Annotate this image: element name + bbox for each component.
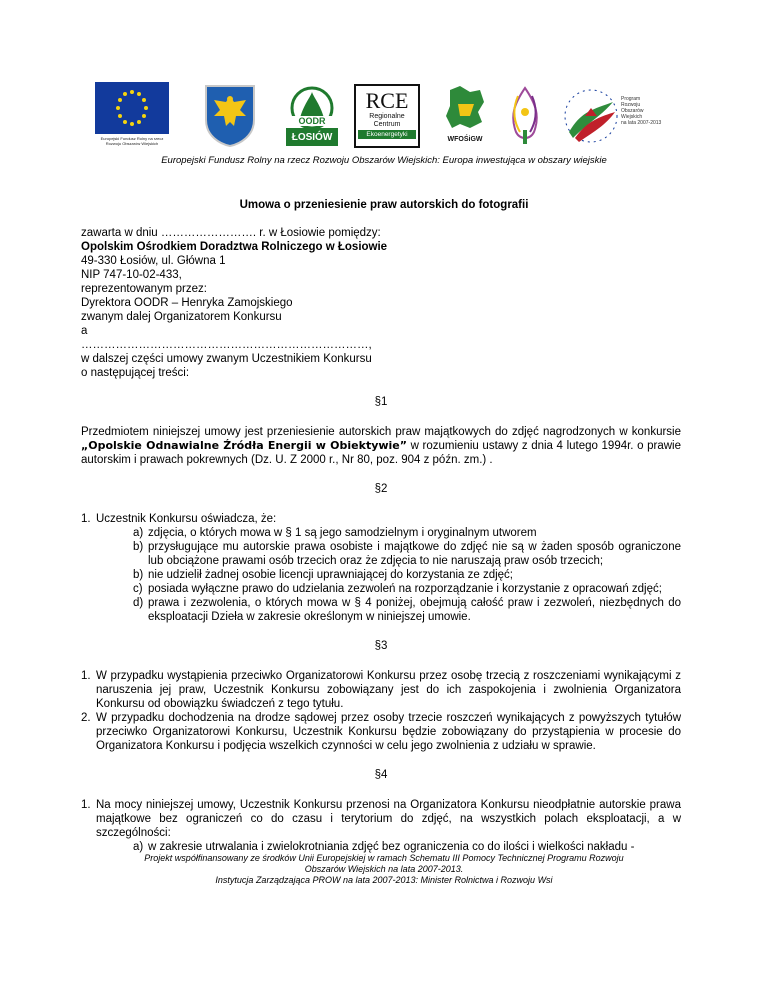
section-2-item-b bbox=[81, 540, 681, 568]
prow-line-4: Wiejskich bbox=[621, 114, 643, 120]
list-letter: b) bbox=[133, 569, 144, 581]
region-map-icon bbox=[440, 82, 490, 134]
wfosigw-logo bbox=[440, 82, 490, 148]
list-number: 1. bbox=[81, 799, 91, 811]
oodr-logo bbox=[280, 82, 344, 148]
eu-logo-caption: Europejski Fundusz Rolny na rzecz Rozwoju Obszarów Wiejskich bbox=[100, 136, 164, 146]
flame-icon bbox=[500, 82, 550, 148]
list-text: W przypadku dochodzenia na drodze sądowej przez osoby trzecie roszczeń wynikających z powyższych tytułów przeciwko Organizatorowi Konkursu, Uczestnik Konkursu będzie zobowiązany do przystąpienia w procesie do Organizatora Konkursu i podjęcia wszelkich czynności w celu jego zwolnienia z udziału w sprawie. bbox=[96, 712, 681, 752]
section-3-item-2 bbox=[81, 711, 681, 753]
opole-crest-logo bbox=[202, 82, 258, 148]
intro-line-10: w dalszej części umowy zwanym Uczestnikiem Konkursu bbox=[81, 353, 372, 365]
list-text: Na mocy niniejszej umowy, Uczestnik Konkursu przenosi na Organizatora Konkursu nieodpłatnie autorskie prawa majątkowe bez ograniczeń co do czasu i terytorium do zdjęć, na wszystkich polach eksploatacji, a w szczególności: bbox=[96, 799, 681, 839]
intro-line-11: o następującej treści: bbox=[81, 367, 190, 379]
section-1-text-a: Przedmiotem niniejszej umowy jest przeniesienie autorskich praw majątkowych do zdjęć nagrodzonych w konkursie bbox=[81, 426, 681, 438]
wfosigw-label: WFOŚiGW bbox=[447, 136, 483, 143]
section-2-item-c bbox=[81, 582, 681, 596]
prow-line-1: Program bbox=[621, 96, 641, 102]
section-3-heading: §3 bbox=[374, 640, 388, 652]
list-letter: a) bbox=[133, 527, 144, 539]
intro-line-3: 49-330 Łosiów, ul. Główna 1 bbox=[81, 255, 226, 267]
section-1-text bbox=[81, 425, 681, 467]
prow-logo bbox=[561, 82, 675, 148]
section-2-item-b2 bbox=[81, 568, 681, 582]
prow-emblem-icon bbox=[561, 82, 621, 148]
section-2-heading: §2 bbox=[374, 483, 388, 495]
list-text: w zakresie utrwalania i zwielokrotniania zdjęć bez ograniczenia co do ilości i wielkości nakładu - bbox=[148, 841, 635, 853]
prow-text bbox=[621, 96, 675, 126]
intro-line-8: a bbox=[81, 325, 88, 337]
footer-line-2: Obszarów Wiejskich na lata 2007-2013. bbox=[304, 864, 464, 874]
prow-line-2: Rozwoju bbox=[621, 102, 641, 108]
oodr-label-top: OODR bbox=[280, 116, 344, 126]
list-letter: b) bbox=[133, 541, 144, 553]
list-text: Uczestnik Konkursu oświadcza, że: bbox=[96, 513, 277, 525]
intro-line-9: …………………………………………………………………, bbox=[81, 339, 372, 351]
section-2-item-a bbox=[81, 526, 681, 540]
section-2-item-d bbox=[81, 596, 681, 624]
list-text: zdjęcia, o których mowa w § 1 są jego samodzielnym i oryginalnym utworem bbox=[148, 527, 537, 539]
section-4-item-a bbox=[81, 840, 681, 854]
section-1-heading: §1 bbox=[374, 396, 388, 408]
oodr-label-bottom: ŁOSIÓW bbox=[291, 132, 333, 143]
footer-line-3: Instytucja Zarządzająca PROW na lata 2007-2013: Minister Rolnictwa i Rozwoju Wsi bbox=[215, 875, 553, 885]
rce-logo bbox=[350, 82, 430, 148]
section-2-item-1 bbox=[81, 512, 681, 526]
intro-line-5: reprezentowanym przez: bbox=[81, 283, 207, 295]
section-2-list bbox=[81, 512, 681, 624]
list-number: 1. bbox=[81, 513, 91, 525]
logo-strip bbox=[95, 82, 675, 148]
document-body bbox=[81, 226, 681, 854]
document-title: Umowa o przeniesienie praw autorskich do fotografii bbox=[239, 199, 529, 211]
list-text: nie udzielił żadnej osobie licencji uprawniającej do korzystania ze zdjęć; bbox=[148, 569, 514, 581]
section-3-item-1 bbox=[81, 669, 681, 711]
contest-name: „Opolskie Odnawialne Źródła Energii w Obiektywie” bbox=[81, 439, 408, 452]
intro-line-1: zawarta w dniu ……………………. r. w Łosiowie pomiędzy: bbox=[81, 227, 381, 239]
list-text: przysługujące mu autorskie prawa osobiste i majątkowe do zdjęć nie są w żaden sposób ograniczone lub obciążone prawami osób trzecich oraz że zdjęcia to nie naruszają praw osób trzecich; bbox=[148, 541, 681, 567]
section-4-item-1 bbox=[81, 798, 681, 840]
section-4-list bbox=[81, 798, 681, 854]
section-3-list bbox=[81, 669, 681, 753]
page-footer bbox=[0, 853, 768, 886]
list-letter: a) bbox=[133, 841, 144, 853]
prow-line-3: Obszarów bbox=[621, 108, 644, 114]
rce-line-1: Regionalne bbox=[369, 113, 405, 120]
rce-big-label: RCE bbox=[365, 88, 409, 113]
footer-line-1: Projekt współfinansowany ze środków Unii Europejskiej w ramach Schematu III Pomocy Technicznej Programu Rozwoju bbox=[144, 853, 624, 863]
eagle-crest-icon bbox=[202, 82, 258, 148]
intro-line-6: Dyrektora OODR – Henryka Zamojskiego bbox=[81, 297, 293, 309]
list-number: 1. bbox=[81, 670, 91, 682]
eu-flag-logo bbox=[95, 82, 169, 134]
list-number: 2. bbox=[81, 712, 91, 724]
eu-stars-icon bbox=[95, 82, 169, 134]
list-text: posiada wyłączne prawo do udzielania zezwoleń na rozporządzanie i korzystanie z opracowań zdjęć; bbox=[148, 583, 662, 595]
list-text: W przypadku wystąpienia przeciwko Organizatorowi Konkursu przez osobę trzecią z roszczeniami wynikającymi z naruszenia jej praw, Uczestnik Konkursu zobowiązany jest do ich zaspokojenia i zwolnienia Organizatora Konkursu od obowiązku świadczeń z tego tytułu. bbox=[96, 670, 681, 710]
section-4-heading: §4 bbox=[374, 769, 388, 781]
list-text: prawa i zezwolenia, o których mowa w § 4 poniżej, obejmują całość praw i zezwoleń, niezbędnych do eksploatacji Dzieła w zakresie określonym w niniejszej umowie. bbox=[148, 597, 681, 623]
energy-contest-logo bbox=[500, 82, 550, 148]
funder-line: Europejski Fundusz Rolny na rzecz Rozwoju Obszarów Wiejskich: Europa inwestująca w obszary wiejskie bbox=[161, 155, 607, 166]
rce-line-2: Centrum bbox=[373, 121, 401, 128]
list-letter: d) bbox=[133, 597, 144, 609]
intro-line-2: Opolskim Ośrodkiem Doradztwa Rolniczego w Łosiowie bbox=[81, 241, 388, 253]
prow-line-5: na lata 2007-2013 bbox=[621, 120, 662, 126]
intro-line-4: NIP 747-10-02-433, bbox=[81, 269, 182, 281]
list-letter: c) bbox=[133, 583, 143, 595]
intro-line-7: zwanym dalej Organizatorem Konkursu bbox=[81, 311, 282, 323]
rce-line-3: Ekoenergetyki bbox=[358, 130, 416, 139]
section-1-text-b: w rozumieniu ustawy z dnia 4 lutego 1994r. o prawie autorskim i prawach pokrewnych (Dz. U. Z 2000 r., Nr 80, poz. 904 z późn. zm.) . bbox=[81, 440, 682, 466]
